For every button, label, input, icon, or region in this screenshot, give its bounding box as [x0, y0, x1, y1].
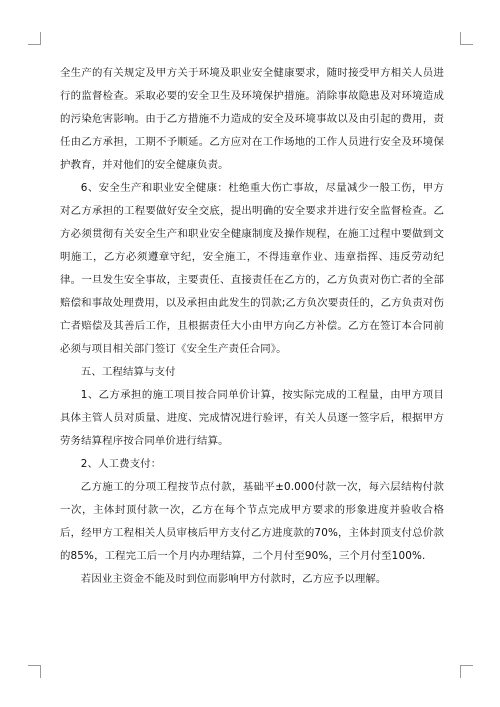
subheading-labor-payment: 2、人工费支付：: [80, 458, 162, 470]
paragraph-owner-funds: 若因业主资金不能及时到位而影响甲方付款时，乙方应予以理解。: [80, 573, 387, 585]
paragraph-safety-production: 6、安全生产和职业安全健康：杜绝重大伤亡事故，尽量减少一般工伤，甲方对乙方承担的工程要做好安全交底，提出明确的安全要求并进行安全监督检查。乙方必须贯彻有关安全生产和职业安全健康制度及操作规程，在施工过程中要做到文明施工，乙方必须遵章守纪，安全施工，不得违章作业、违章指挥、违反劳动纪律。一旦发生安全事故，主要责任、直接责任在乙方的，乙方负责对伤亡者的全部赔偿和事故处理费用，以及承担由此发生的罚款;乙方负次要责任的，乙方负责对伤亡者赔偿及其善后工作，且根据责任大小由甲方向乙方补偿。乙方在签订本合同前必须与项目相关部门签订《安全生产责任合同》。: [60, 182, 444, 355]
paragraph-payment-schedule: 乙方施工的分项工程按节点付款，基础平±0.000付款一次，每六层结构付款一次，主体封顶付款一次，乙方在每个节点完成甲方要求的形象进度并验收合格后，经甲方工程相关人员审核后甲方支付乙方进度款的70%，主体封顶支付总价款的85%，工程完工后一个月内办理结算，二个月付至90%，三个月付至100%.: [60, 481, 444, 562]
document-body: [60, 62, 444, 591]
paragraph-safety-supervision: 全生产的有关规定及甲方关于环境及职业安全健康要求，随时接受甲方相关人员进行的监督检查。采取必要的安全卫生及环境保护措施。消除事故隐患及对环境造成的污染危害影响。由于乙方措施不力造成的安全及环境事故以及由引起的费用，责任由乙方承担，工期不予顺延。乙方应对在工作场地的工作人员进行安全及环境保护教育，并对他们的安全健康负责。: [60, 67, 444, 171]
crop-mark-bottom-left: [28, 665, 41, 678]
section-heading-settlement: 五、工程结算与支付: [80, 366, 176, 378]
paragraph-settlement-method: 1、乙方承担的施工项目按合同单价计算，按实际完成的工程量，由甲方项目具体主管人员对质量、进度、完成情况进行验评，有关人员逐一签字后，根据甲方劳务结算程序按合同单价进行结算。: [60, 389, 444, 447]
crop-mark-bottom-right: [460, 665, 473, 678]
crop-mark-top-right: [460, 32, 473, 45]
crop-mark-top-left: [28, 32, 41, 45]
